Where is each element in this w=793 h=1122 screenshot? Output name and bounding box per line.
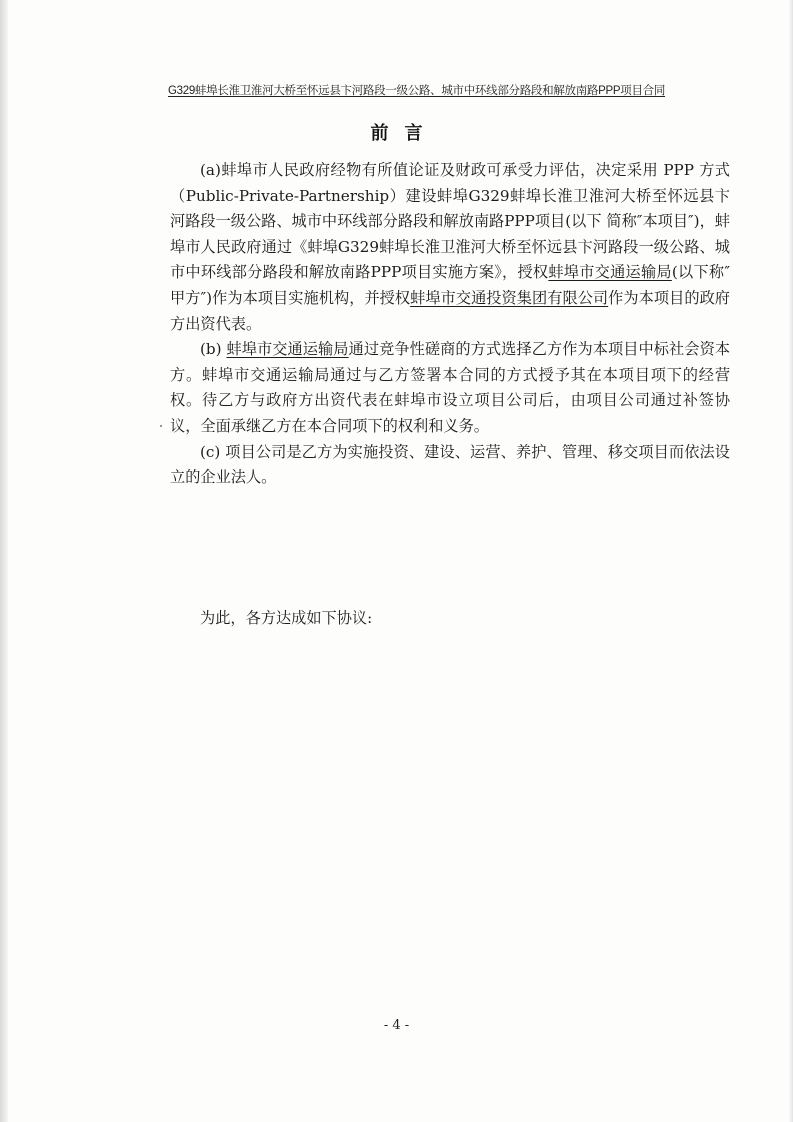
paragraph-b [170, 337, 730, 439]
preface-body [170, 158, 730, 491]
paragraph-a [170, 158, 730, 337]
paragraph-a-text-3: 作为本项目的政府方出资代表。 [170, 288, 730, 333]
paragraph-c: (c) 项目公司是乙方为实施投资、建设、运营、养护、管理、移交项目而依法设立的企业法人。 [170, 442, 730, 487]
paragraph-b-text-2: 通过竞争性磋商的方式选择乙方作为本项目中标社会资本方。蚌埠市交通运输局通过与乙方签署本合同的方式授予其在本项目项下的经营权。待乙方与政府方出资代表在蚌埠市设立项目公司后，由项目公司通过补签协议，全面承继乙方在本合同项下的权利和义务。 [170, 340, 731, 435]
paragraph-a-text-1: (a)蚌埠市人民政府经物有所值论证及财政可承受力评估，决定采用 PPP 方式（Public-Private-Partnership）建设蚌埠G329蚌埠长淮卫淮河大桥至怀远县卞河路段一级公路、城市中环线部分路段和解放南路PPP项目(以下 简称″本项目″)，蚌埠市人民政府通过《蚌埠G329蚌埠长淮卫淮河大桥至怀远县卞河路段一级公路、城市中环线部分路段和解放南路PPP项目实施方案》，授权 [170, 161, 730, 282]
paragraph-b-text-1: (b) [200, 340, 227, 359]
underlined-investor-name: 蚌埠市交通投资集团有限公司 [410, 288, 609, 307]
underlined-authority-name-b: 蚌埠市交通运输局 [226, 340, 349, 359]
running-header: G329蚌埠长淮卫淮河大桥至怀远县卞河路段一级公路、城市中环线部分路段和解放南路PPP项目合同 [168, 85, 666, 97]
scan-speck [160, 425, 162, 427]
paragraph-a-text-2: (以下称″甲方″)作为本项目实施机构，并授权 [170, 263, 730, 307]
section-title: 前言 [370, 123, 439, 144]
closing-statement: 为此，各方达成如下协议: [200, 609, 373, 627]
page-number: - 4 - [383, 1018, 410, 1033]
scan-shadow-left [0, 0, 8, 1122]
underlined-authority-name: 蚌埠市交通运输局 [548, 263, 672, 282]
scan-shadow-right [789, 0, 793, 1122]
